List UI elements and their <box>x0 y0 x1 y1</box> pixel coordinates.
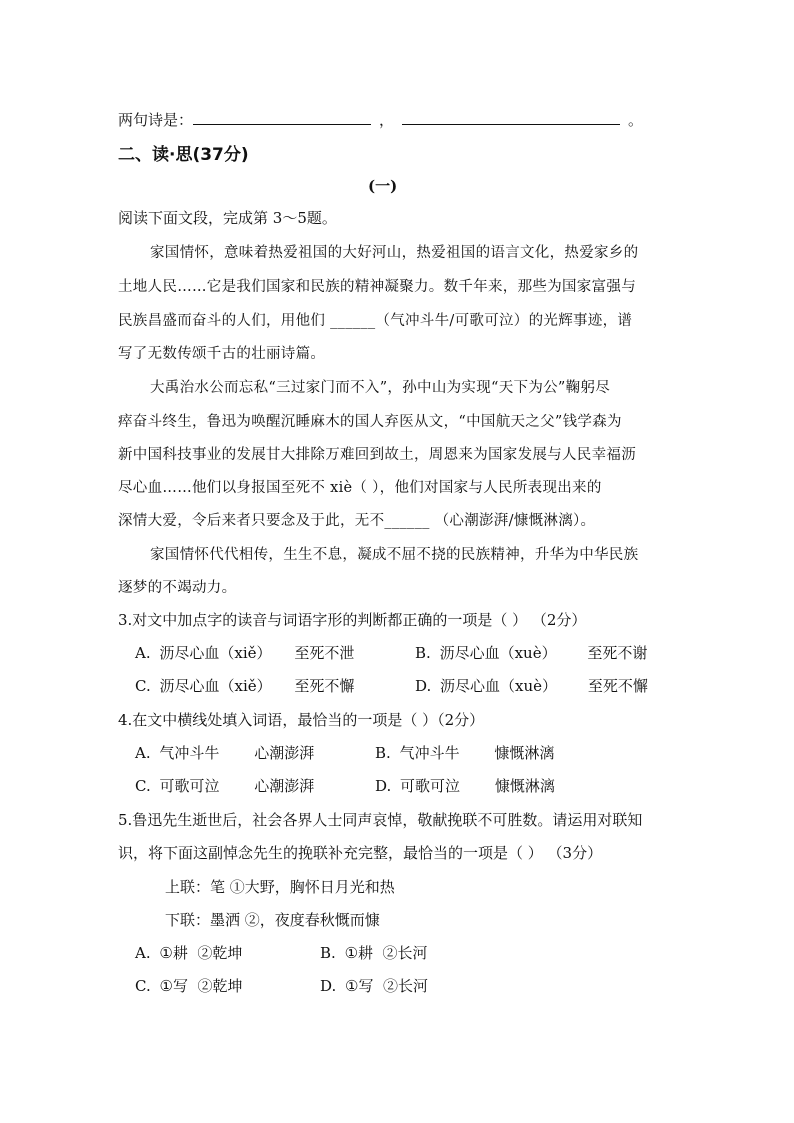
answer-comma: ， <box>379 111 395 129</box>
passage-p2-line-1: 大禹治水公而忘私“三过家门而不入”，孙中山为实现“天下为公”鞠躬尽 <box>150 380 611 396</box>
q5-stem-line-2: 识，将下面这副悼念先生的挽联补充完整，最恰当的一项是（ ） （3分） <box>118 844 603 862</box>
q4-option-a[interactable] <box>135 742 314 763</box>
q3-stem: 3.对文中加点字的读音与词语字形的判断都正确的一项是（ ） （2分） <box>118 611 587 629</box>
q3-b-letter: B. <box>415 644 431 662</box>
q4-a-letter: A. <box>135 744 151 762</box>
q4-stem: 4.在文中横线处填入词语，最恰当的一项是（ ）（2分） <box>118 711 485 729</box>
passage-p3-line-2: 逐梦的不竭动力。 <box>118 580 237 596</box>
q3-d-letter: D. <box>415 677 432 695</box>
q3-d-word2: 至死不懈 <box>587 677 648 695</box>
q5-option-a[interactable] <box>135 942 242 963</box>
q4-option-c[interactable] <box>135 775 314 796</box>
q4-option-d[interactable] <box>375 775 555 796</box>
q3-option-a[interactable] <box>135 642 354 663</box>
q5-a-letter: A. <box>135 944 151 962</box>
q5-upper-couplet: 上联：笔 ①大野，胸怀日月光和热 <box>165 878 395 896</box>
instruction: 阅读下面文段，完成第 3～5题。 <box>118 209 337 227</box>
q3-a-word: 沥尽心血（xiě） <box>159 644 272 662</box>
q3-a-letter: A. <box>135 644 151 662</box>
passage-p2-line-4: 尽心血……他们以身报国至死不 xiè（ ），他们对国家与人民所表现出来的 <box>118 480 602 496</box>
q5-c-text: ①写 ②乾坤 <box>159 977 243 995</box>
q3-c-letter: C. <box>135 677 151 695</box>
q4-c-w2: 心潮澎湃 <box>254 777 315 795</box>
part-label: (一) <box>368 177 398 195</box>
q4-c-letter: C. <box>135 777 151 795</box>
q4-d-letter: D. <box>375 777 392 795</box>
q4-b-w1: 气冲斗牛 <box>399 744 460 762</box>
q5-option-b[interactable] <box>320 942 428 963</box>
q3-option-c[interactable] <box>135 675 354 696</box>
q5-option-d[interactable] <box>320 975 428 996</box>
passage-p2-line-2: 瘁奋斗终生，鲁迅为唤醒沉睡麻木的国人弃医从文，“中国航天之父”钱学森为 <box>118 414 622 430</box>
answer-end: 。 <box>628 111 644 129</box>
q4-c-w1: 可歌可泣 <box>159 777 220 795</box>
q4-b-letter: B. <box>375 744 391 762</box>
q3-d-word: 沥尽心血（xuè） <box>440 677 558 695</box>
passage-p2-line-5: 深情大爱，令后来者只要念及于此，无不______ （心潮澎湃/慷慨淋漓）。 <box>118 513 596 529</box>
q4-a-w1: 气冲斗牛 <box>159 744 220 762</box>
q4-a-w2: 心潮澎湃 <box>254 744 315 762</box>
q3-b-word2: 至死不谢 <box>587 644 648 662</box>
q4-d-w2: 慷慨淋漓 <box>494 777 555 795</box>
q3-c-word: 沥尽心血（xiě） <box>159 677 272 695</box>
passage-p1-line-2: 土地人民……它是我们国家和民族的精神凝聚力。数千年来，那些为国家富强与 <box>118 279 636 295</box>
q5-c-letter: C. <box>135 977 151 995</box>
q3-a-word2: 至死不泄 <box>294 644 355 662</box>
q5-a-text: ①耕 ②乾坤 <box>159 944 243 962</box>
q5-option-c[interactable] <box>135 975 242 996</box>
answer-blank-2[interactable] <box>402 108 620 125</box>
q4-option-b[interactable] <box>375 742 554 763</box>
q3-c-word2: 至死不懈 <box>294 677 355 695</box>
passage-p1-line-1: 家国情怀，意味着热爱祖国的大好河山，热爱祖国的语言文化，热爱家乡的 <box>150 245 639 261</box>
q5-stem-line-1: 5.鲁迅先生逝世后，社会各界人士同声哀悼，敬献挽联不可胜数。请运用对联知 <box>118 811 643 829</box>
section-title: 二、读·思(37分) <box>118 145 249 165</box>
q4-d-w1: 可歌可泣 <box>400 777 461 795</box>
q4-b-w2: 慷慨淋漓 <box>494 744 555 762</box>
passage-p3-line-1: 家国情怀代代相传，生生不息，凝成不屈不挠的民族精神，升华为中华民族 <box>150 547 639 563</box>
q5-d-text: ①写 ②长河 <box>345 977 429 995</box>
q5-lower-couplet: 下联：墨洒 ②，夜度春秋慨而慷 <box>165 911 380 929</box>
answer-line <box>118 108 643 130</box>
q5-d-letter: D. <box>320 977 337 995</box>
q3-b-word: 沥尽心血（xuè） <box>439 644 557 662</box>
passage-p2-line-3: 新中国科技事业的发展甘大排除万难回到故土，周恩来为国家发展与人民幸福沥 <box>118 447 636 463</box>
q3-option-b[interactable] <box>415 642 647 663</box>
answer-prefix: 两句诗是： <box>118 111 194 129</box>
q5-b-letter: B. <box>320 944 336 962</box>
q3-option-d[interactable] <box>415 675 648 696</box>
passage-p1-line-3: 民族昌盛而奋斗的人们，用他们 ______（气冲斗牛/可歌可泣）的光辉事迹，谱 <box>118 313 633 329</box>
passage-p1-line-4: 写了无数传颂千古的壮丽诗篇。 <box>118 346 326 362</box>
q5-b-text: ①耕 ②长河 <box>344 944 428 962</box>
answer-blank-1[interactable] <box>193 108 371 125</box>
